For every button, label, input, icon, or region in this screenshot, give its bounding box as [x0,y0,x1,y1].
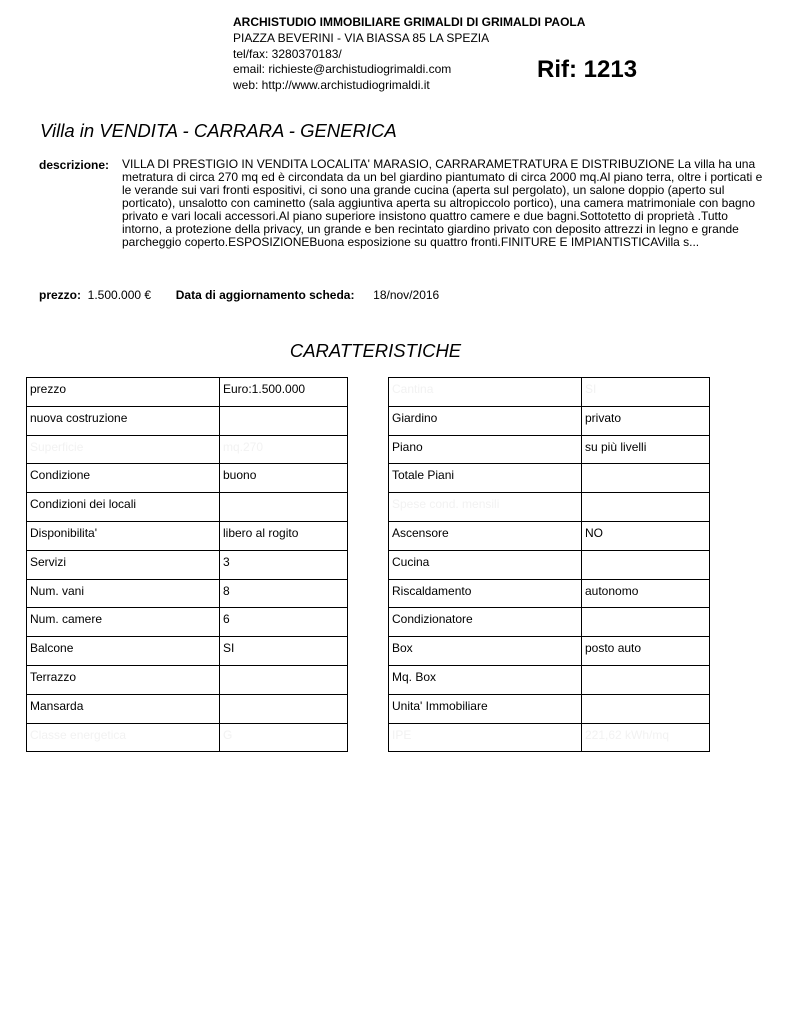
table-row [27,665,348,694]
agency-phone: tel/fax: 3280370183/ [233,46,342,61]
feature-value [220,665,348,694]
table-row [27,608,348,637]
table-row [389,406,710,435]
feature-label: Num. vani [27,579,220,608]
agency-web: web: http://www.archistudiogrimaldi.it [233,78,430,93]
feature-value: 8 [220,579,348,608]
feature-value: posto auto [582,637,710,666]
feature-value: privato [582,406,710,435]
update-date-value: 18/nov/2016 [373,288,440,302]
feature-label: Condizioni dei locali [27,493,220,522]
table-row [27,723,348,752]
feature-value [582,665,710,694]
feature-label: Disponibilita' [27,521,220,550]
table-row [27,378,348,407]
feature-label: nuova costruzione [27,406,220,435]
table-row [389,435,710,464]
feature-label: Condizione [27,464,220,493]
feature-label: Unita' Immobiliare [389,694,582,723]
feature-value: SI [220,637,348,666]
table-row [27,406,348,435]
table-row [389,637,710,666]
feature-value: NO [582,521,710,550]
feature-value: G [220,723,348,752]
feature-value: 221,62 kWh/mq [582,723,710,752]
feature-value: 6 [220,608,348,637]
price-value: 1.500.000 € [87,288,152,302]
feature-value: mq.270 [220,435,348,464]
feature-label: Cantina [389,378,582,407]
table-row [27,521,348,550]
feature-value [582,694,710,723]
feature-value [582,550,710,579]
table-row [27,435,348,464]
feature-value: buono [220,464,348,493]
feature-label: IPE [389,723,582,752]
feature-label: Cucina [389,550,582,579]
feature-label: Mq. Box [389,665,582,694]
feature-value [582,464,710,493]
feature-label: Ascensore [389,521,582,550]
description-text: VILLA DI PRESTIGIO IN VENDITA LOCALITA' MARASIO, CARRARAMETRATURA E DISTRIBUZIONE La villa ha una metratura di circa 270 mq ed è circondata da un bel giardino piantumato di circa 2000 mq.Al piano terra, oltre i porticati e le verande sui vari fronti espositivi, ci sono una grande cucina (aperta sul pergolato), un salone doppio (aperto sul porticato), unsalotto con caminetto (sala aggiuntiva aperta su altropiccolo portico), una camera matrimoniale con bagno privato e vari locali accessori.Al piano superiore insistono quattro camere e due bagni.Sottotetto di proprietà .Tutto intorno, a protezione della privacy, un grande e ben recintato giardino privato con deposito attrezzi in legno e grande parcheggio coperto.ESPOSIZIONEBuona esposizione su quattro fronti.FINITURE E IMPIANTISTICAVilla s... [122,157,763,249]
table-row [27,493,348,522]
feature-label: Condizionatore [389,608,582,637]
table-row [389,694,710,723]
table-row [27,579,348,608]
features-table-right [388,377,710,752]
price-row [39,288,439,302]
feature-value: su più livelli [582,435,710,464]
feature-value [220,694,348,723]
feature-value: libero al rogito [220,521,348,550]
feature-label: Riscaldamento [389,579,582,608]
feature-value: 3 [220,550,348,579]
section-title: CARATTERISTICHE [289,340,462,361]
table-row [389,723,710,752]
feature-value: SI [582,378,710,407]
table-row [27,694,348,723]
feature-value [220,406,348,435]
agency-email: email: richieste@archistudiogrimaldi.com [233,62,452,77]
table-row [389,665,710,694]
listing-title: Villa in VENDITA - CARRARA - GENERICA [40,120,397,141]
table-row [27,550,348,579]
feature-label: Balcone [27,637,220,666]
table-row [389,521,710,550]
feature-label: Box [389,637,582,666]
agency-name: ARCHISTUDIO IMMOBILIARE GRIMALDI DI GRIMALDI PAOLA [233,15,586,29]
feature-value: autonomo [582,579,710,608]
table-row [389,550,710,579]
feature-label: Totale Piani [389,464,582,493]
feature-label: Classe energetica [27,723,220,752]
feature-label: Terrazzo [27,665,220,694]
table-row [389,608,710,637]
reference-number: Rif: 1213 [537,56,638,83]
feature-label: Mansarda [27,694,220,723]
feature-label: Giardino [389,406,582,435]
feature-value [582,493,710,522]
table-row [389,378,710,407]
feature-value: Euro:1.500.000 [220,378,348,407]
table-row [389,579,710,608]
feature-label: Servizi [27,550,220,579]
table-row [27,464,348,493]
feature-value [582,608,710,637]
agency-address: PIAZZA BEVERINI - VIA BIASSA 85 LA SPEZIA [233,30,490,45]
feature-label: Piano [389,435,582,464]
table-row [389,464,710,493]
feature-label: Num. camere [27,608,220,637]
feature-label: prezzo [27,378,220,407]
feature-label: Superficie [27,435,220,464]
features-table-left [26,377,348,752]
table-row [389,493,710,522]
description-label: descrizione: [39,158,110,172]
table-row [27,637,348,666]
price-label: prezzo: [39,288,81,302]
feature-value [220,493,348,522]
update-date-label: Data di aggiornamento scheda: [175,288,355,302]
feature-label: Spese cond. mensili [389,493,582,522]
agency-header [233,15,585,94]
